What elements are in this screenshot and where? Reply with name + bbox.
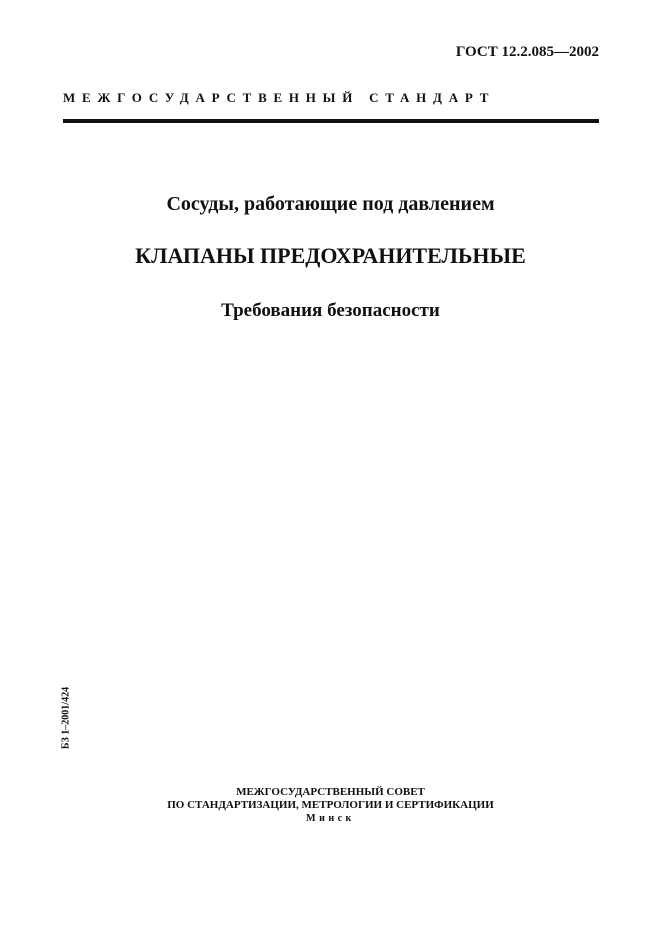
publisher-block [0, 786, 661, 825]
standard-type-heading: МЕЖГОСУДАРСТВЕННЫЙ СТАНДАРТ [63, 90, 496, 105]
publisher-line-1: МЕЖГОСУДАРСТВЕННЫЙ СОВЕТ [236, 786, 425, 798]
publisher-line-2: ПО СТАНДАРТИЗАЦИИ, МЕТРОЛОГИИ И СЕРТИФИКАЦИИ [167, 799, 494, 811]
header-divider [63, 119, 599, 123]
margin-index-code: БЗ 1–2001/424 [60, 686, 72, 750]
publisher-city: Минск [306, 813, 355, 824]
document-subject: Сосуды, работающие под давлением [166, 193, 495, 215]
document-subtitle: Требования безопасности [221, 300, 440, 321]
document-code: ГОСТ 12.2.085—2002 [455, 44, 599, 60]
document-title: КЛАПАНЫ ПРЕДОХРАНИТЕЛЬНЫЕ [135, 243, 526, 268]
